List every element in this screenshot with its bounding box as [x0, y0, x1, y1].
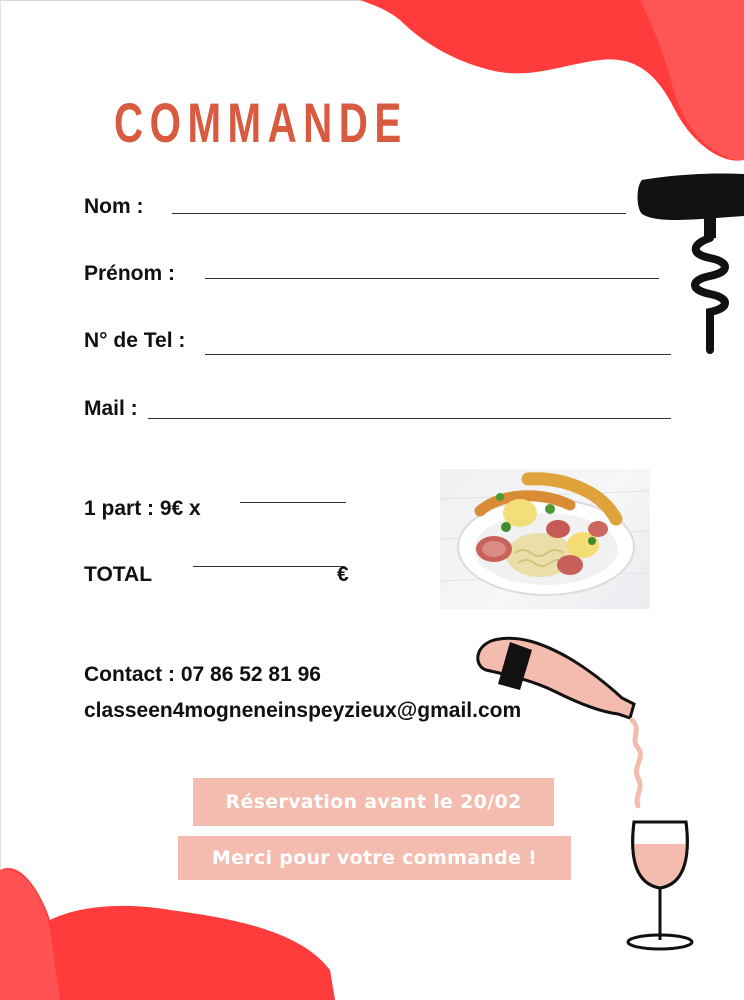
wine-glass-icon: [620, 814, 700, 954]
total-input-line[interactable]: [193, 566, 345, 567]
page-border-left: [0, 0, 1, 1000]
part-price-label: 1 part : 9€ x: [84, 497, 201, 520]
reservation-text: Réservation avant le 20/02: [225, 791, 522, 813]
contact-email[interactable]: classeen4mogneneinspeyzieux@gmail.com: [84, 699, 522, 722]
prenom-label: Prénom :: [84, 262, 176, 285]
thanks-banner: [178, 836, 571, 880]
tel-label: N° de Tel :: [84, 329, 186, 352]
reservation-banner: [193, 778, 554, 826]
decorative-blob-bottom: [0, 860, 340, 1000]
page-title: COMMANDE: [114, 91, 408, 154]
contact-phone: Contact : 07 86 52 81 96: [84, 663, 321, 686]
total-label: TOTAL: [84, 563, 153, 586]
quantity-input-line[interactable]: [240, 502, 346, 503]
thanks-text: Merci pour votre commande !: [211, 847, 538, 869]
mail-input-line[interactable]: [148, 418, 671, 419]
nom-label: Nom :: [84, 195, 144, 218]
nom-input-line[interactable]: [172, 213, 626, 214]
corkscrew-icon: [634, 168, 744, 354]
currency-symbol: €: [337, 563, 349, 586]
food-photo: [440, 469, 650, 609]
tel-input-line[interactable]: [205, 354, 671, 355]
prenom-input-line[interactable]: [205, 278, 659, 279]
mail-label: Mail :: [84, 397, 138, 420]
